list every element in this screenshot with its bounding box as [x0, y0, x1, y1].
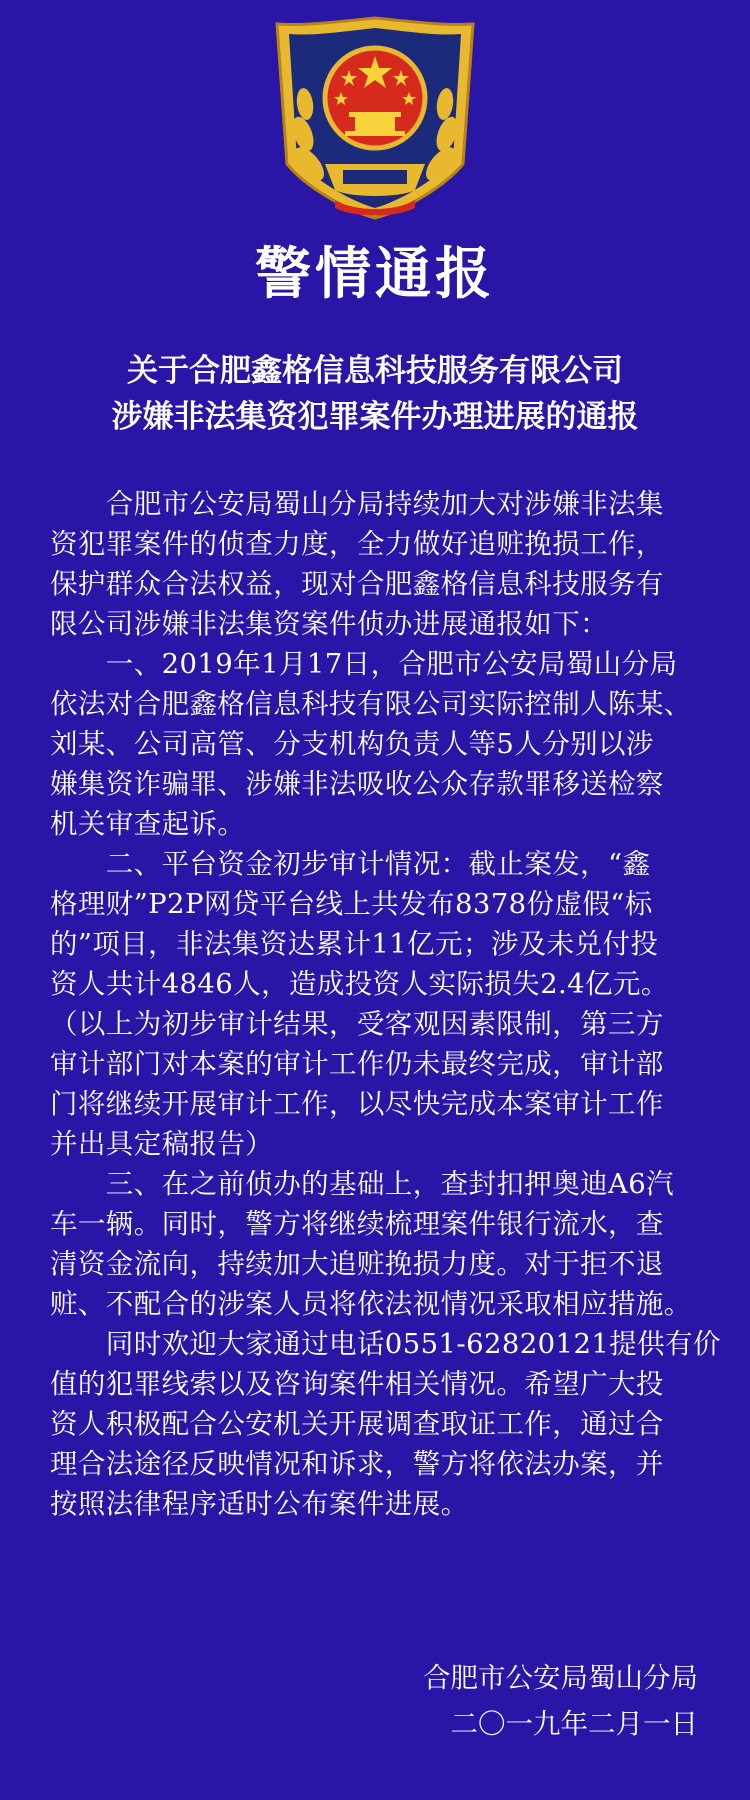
body-line: 门将继续开展审计工作，以尽快完成本案审计工作 [50, 1088, 664, 1120]
notice-body [50, 484, 722, 1524]
body-line: （以上为初步审计结果，受客观因素限制，第三方 [50, 1008, 664, 1040]
body-line: 资犯罪案件的侦查力度，全力做好追赃挽损工作， [50, 528, 664, 560]
body-line: 并出具定稿报告） [50, 1128, 274, 1160]
body-line: 格理财”P2P网贷平台线上共发布8378份虚假“标 [50, 888, 653, 920]
body-line: 车一辆。同时，警方将继续梳理案件银行流水，查 [50, 1208, 664, 1240]
body-line: 的”项目，非法集资达累计11亿元；涉及未兑付投 [50, 928, 659, 960]
signature-date: 二〇一九年二月一日 [450, 1708, 698, 1740]
body-line: 资人共计4846人，造成投资人实际损失2.4亿元。 [50, 968, 669, 1000]
body-line: 依法对合肥鑫格信息科技有限公司实际控制人陈某、 [50, 688, 692, 720]
body-line: 限公司涉嫌非法集资案件侦办进展通报如下： [50, 608, 608, 640]
body-line: 审计部门对本案的审计工作仍未最终完成，审计部 [50, 1048, 664, 1080]
headline: 警情通报 [255, 241, 495, 307]
signature-org: 合肥市公安局蜀山分局 [423, 1662, 698, 1694]
body-line: 刘某、公司高管、分支机构负责人等5人分别以涉 [50, 728, 654, 760]
body-line: 理合法途径反映情况和诉求，警方将依法办案，并 [50, 1448, 664, 1480]
body-line: 资人积极配合公安机关开展调查取证工作，通过合 [50, 1408, 664, 1440]
body-line: 同时欢迎大家通过电话0551-62820121提供有价 [50, 1328, 721, 1360]
body-line: 一、2019年1月17日，合肥市公安局蜀山分局 [50, 648, 678, 680]
body-line: 二、平台资金初步审计情况：截止案发，“鑫 [50, 848, 651, 880]
body-line: 机关审查起诉。 [50, 808, 246, 840]
body-line: 合肥市公安局蜀山分局持续加大对涉嫌非法集 [50, 488, 664, 520]
body-line: 保护群众合法权益，现对合肥鑫格信息科技服务有 [50, 568, 664, 600]
subtitle-line-2: 涉嫌非法集资犯罪案件办理进展的通报 [111, 399, 639, 435]
subtitle [0, 348, 750, 440]
police-emblem-icon [265, 14, 485, 220]
body-line: 值的犯罪线索以及咨询案件相关情况。希望广大投 [50, 1368, 664, 1400]
body-line: 嫌集资诈骗罪、涉嫌非法吸收公众存款罪移送检察 [50, 768, 664, 800]
body-line: 三、在之前侦办的基础上，查封扣押奥迪A6汽 [50, 1168, 675, 1200]
subtitle-line-1: 关于合肥鑫格信息科技服务有限公司 [127, 353, 623, 389]
signature-block [358, 1655, 698, 1747]
body-line: 清资金流向，持续加大追赃挽损力度。对于拒不退 [50, 1248, 664, 1280]
body-line: 按照法律程序适时公布案件进展。 [50, 1488, 469, 1520]
body-line: 赃、不配合的涉案人员将依法视情况采取相应措施。 [50, 1288, 692, 1320]
